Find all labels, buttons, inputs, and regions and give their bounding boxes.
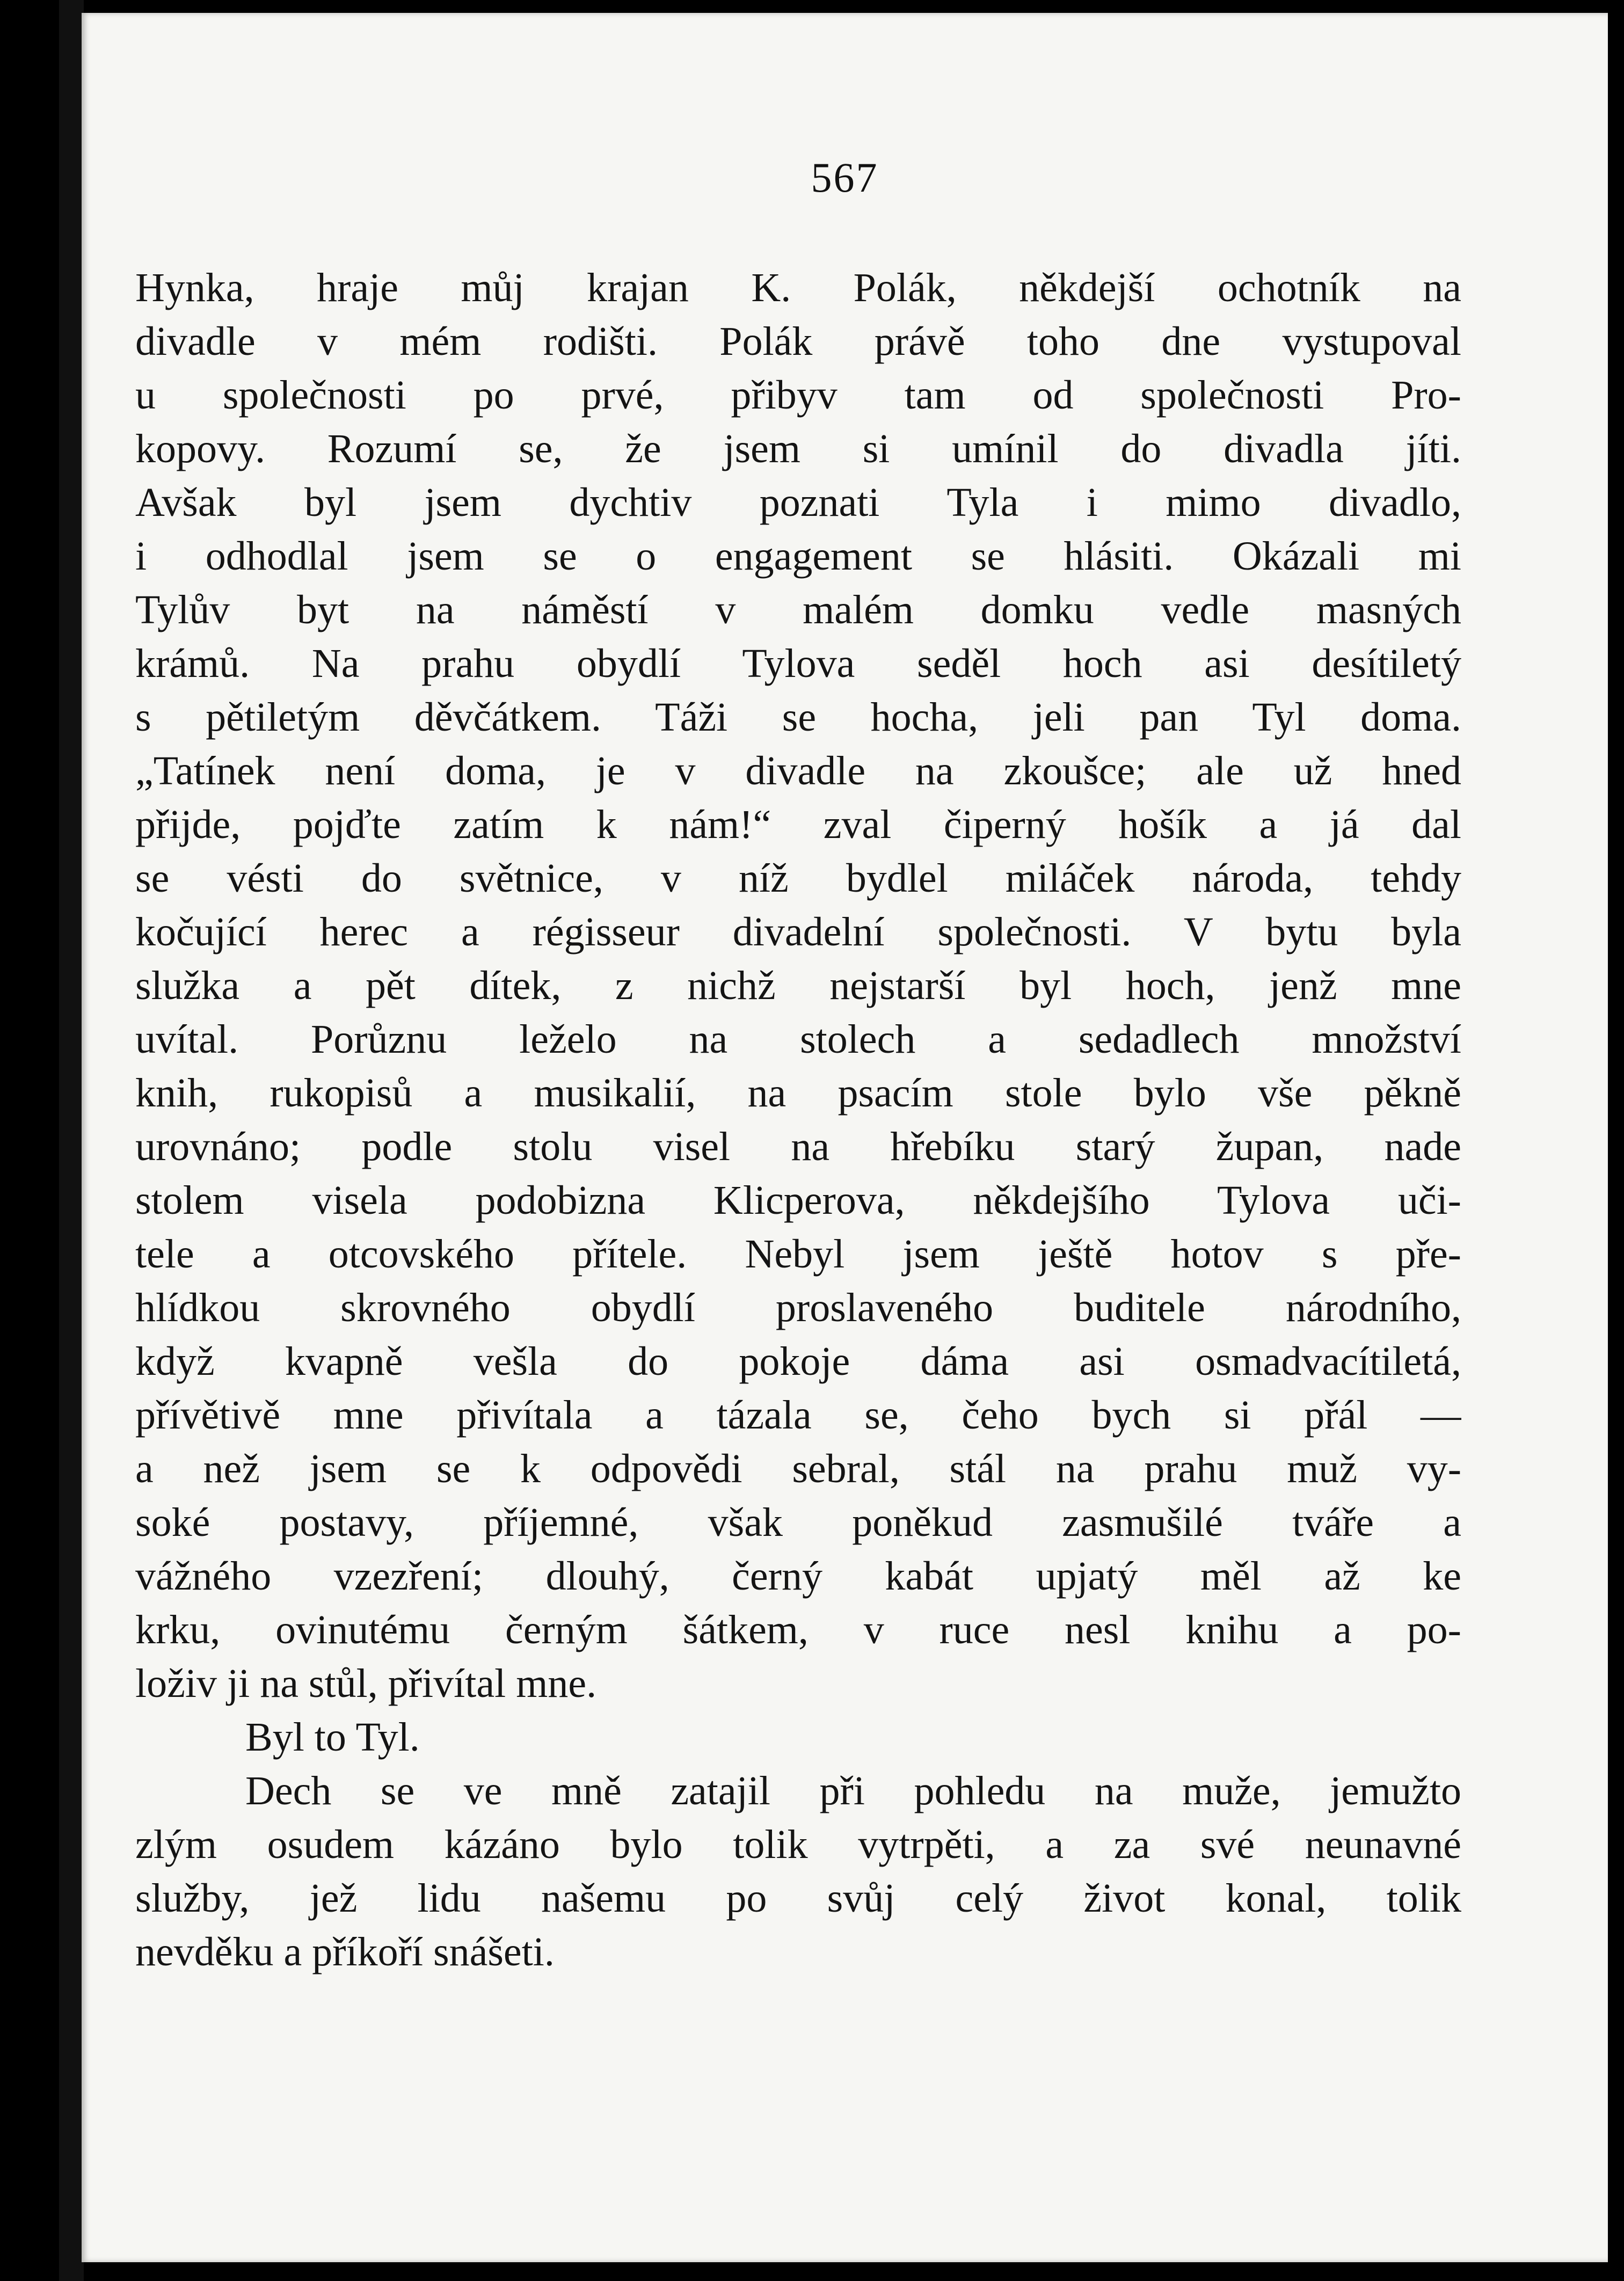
text-line: soké postavy, příjemné, však poněkud zasmušilé tváře a (135, 1500, 1461, 1545)
binding-edge (59, 0, 84, 2281)
text-line: vážného vzezření; dlouhý, černý kabát upjatý měl až ke (135, 1554, 1461, 1599)
text-line: a než jsem se k odpovědi sebral, stál na prahu muž vy- (135, 1446, 1461, 1491)
text-line: stolem visela podobizna Klicperova, někdejšího Tylova uči- (135, 1178, 1461, 1223)
page-text (135, 261, 1461, 1979)
text-line: když kvapně vešla do pokoje dáma asi osmadvacítiletá, (135, 1339, 1461, 1384)
text-line: Hynka, hraje můj krajan K. Polák, někdejší ochotník na (135, 265, 1461, 310)
text-line: krámů. Na prahu obydlí Tylova seděl hoch asi desítiletý (135, 641, 1461, 686)
text-line: uvítal. Porůznu leželo na stolech a sedadlech množství (135, 1017, 1461, 1062)
text-line: hlídkou skrovného obydlí proslaveného buditele národního, (135, 1285, 1461, 1330)
book-page (82, 13, 1608, 2262)
text-line: s pětiletým děvčátkem. Táži se hocha, jeli pan Tyl doma. (135, 695, 1461, 740)
text-line: „Tatínek není doma, je v divadle na zkoušce; ale už hned (135, 748, 1461, 793)
text-line: kočující herec a régisseur divadelní společnosti. V bytu byla (135, 909, 1461, 954)
text-line: přívětivě mne přivítala a tázala se, čeho bych si přál — (135, 1393, 1461, 1438)
text-line: kopovy. Rozumí se, že jsem si umínil do divadla jíti. (135, 426, 1461, 471)
text-line: u společnosti po prvé, přibyv tam od společnosti Pro- (135, 373, 1461, 418)
text-line: krku, ovinutému černým šátkem, v ruce nesl knihu a po- (135, 1607, 1461, 1652)
text-line: Byl to Tyl. (245, 1715, 420, 1760)
text-line: přijde, pojďte zatím k nám!“ zval čiperný hošík a já dal (135, 802, 1461, 847)
text-line: loživ ji na stůl, přivítal mne. (135, 1661, 597, 1706)
text-line: se vésti do světnice, v níž bydlel miláček národa, tehdy (135, 856, 1461, 901)
text-line: služka a pět dítek, z nichž nejstarší byl hoch, jenž mne (135, 963, 1461, 1008)
text-line: nevděku a příkoří snášeti. (135, 1929, 555, 1974)
text-line: urovnáno; podle stolu visel na hřebíku starý župan, nade (135, 1124, 1461, 1169)
page-number: 567 (811, 154, 879, 201)
text-line: tele a otcovského přítele. Nebyl jsem ještě hotov s pře- (135, 1231, 1461, 1277)
text-line: knih, rukopisů a musikalií, na psacím stole bylo vše pěkně (135, 1070, 1461, 1116)
text-line: divadle v mém rodišti. Polák právě toho dne vystupoval (135, 319, 1461, 364)
text-line: i odhodlal jsem se o engagement se hlásiti. Okázali mi (135, 534, 1461, 579)
text-line: zlým osudem kázáno bylo tolik vytrpěti, a za své neunavné (135, 1822, 1461, 1867)
text-line: Avšak byl jsem dychtiv poznati Tyla i mimo divadlo, (135, 480, 1461, 525)
text-line: Tylův byt na náměstí v malém domku vedle masných (135, 587, 1461, 632)
text-line: Dech se ve mně zatajil při pohledu na muže, jemužto (245, 1768, 1461, 1813)
text-line: služby, jež lidu našemu po svůj celý život konal, tolik (135, 1876, 1461, 1921)
